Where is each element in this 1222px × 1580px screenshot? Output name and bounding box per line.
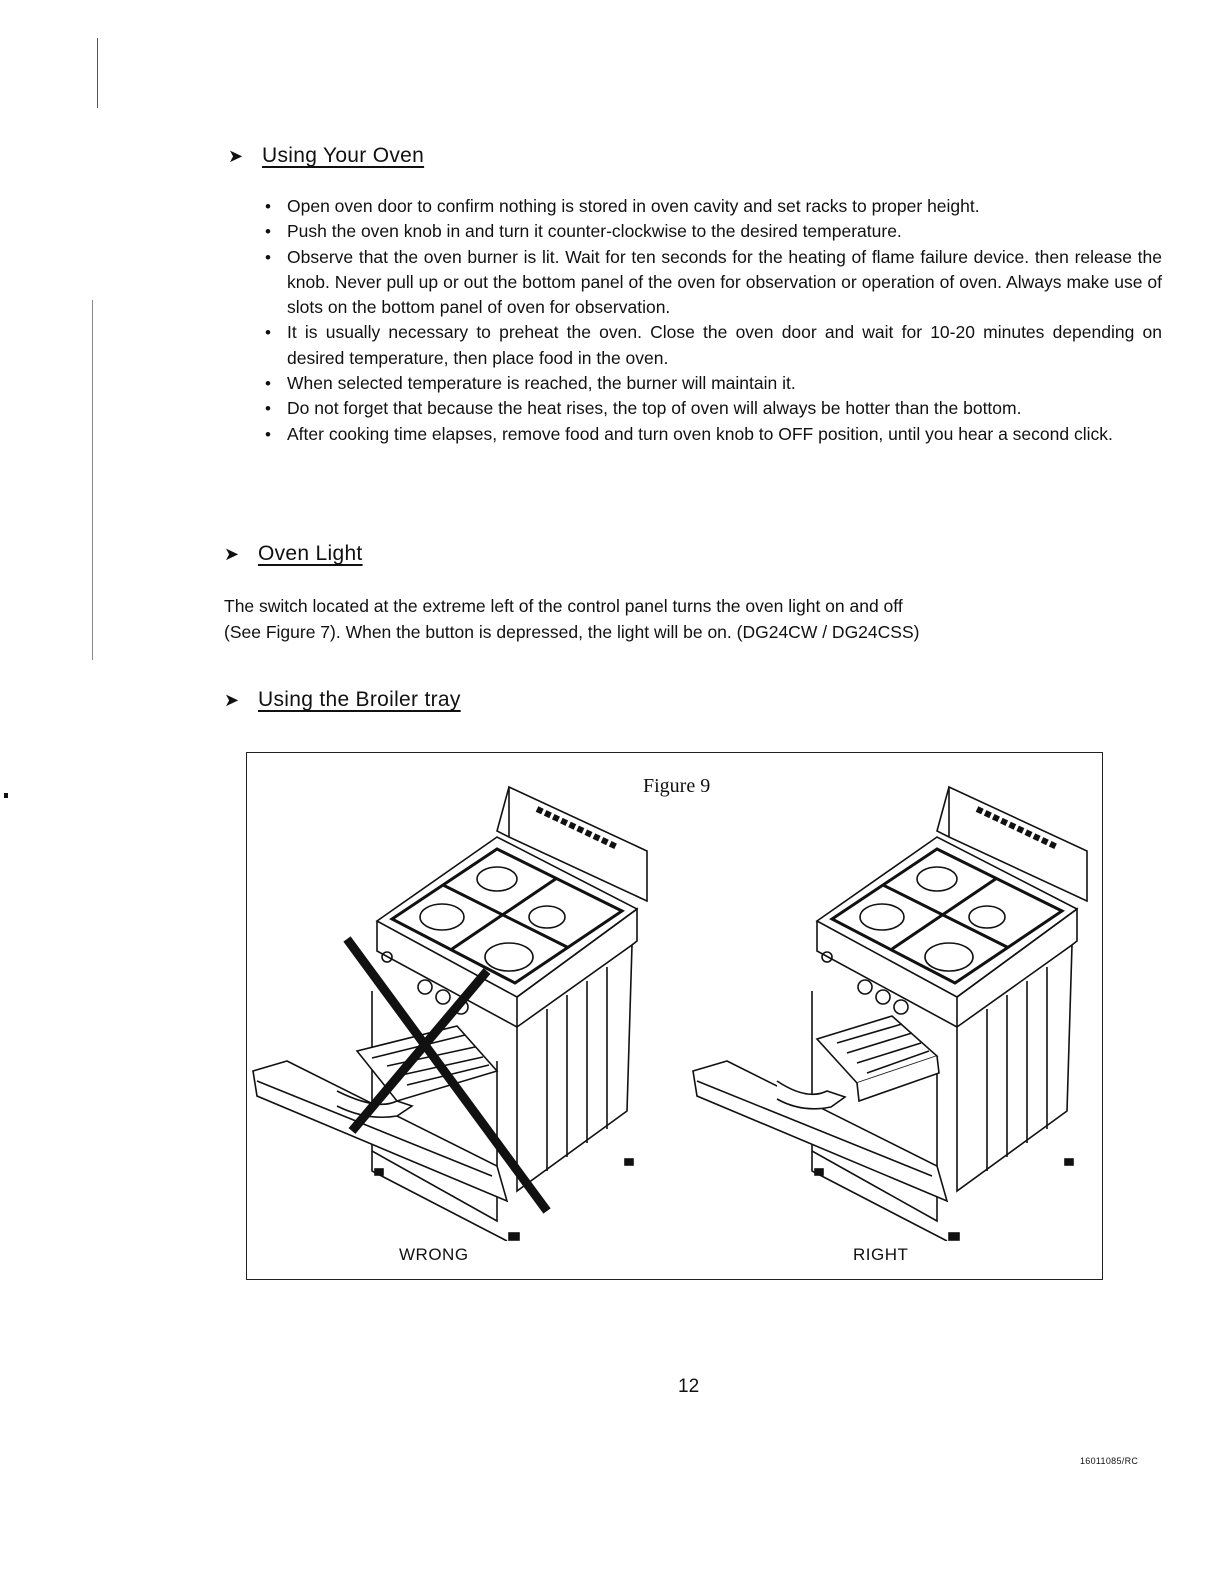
scan-margin-line <box>97 38 98 108</box>
scan-margin-line <box>92 300 93 660</box>
heading-text: Using Your Oven <box>262 144 425 167</box>
section-heading-broiler <box>224 688 461 712</box>
arrowhead-icon: ➤ <box>224 544 240 564</box>
document-code: 16011085/RC <box>1080 1456 1139 1466</box>
paragraph-line: (See Figure 7). When the button is depressed, the light will be on. (DG24CW / DG24CSS) <box>224 621 920 642</box>
list-item: • It is usually necessary to preheat the oven. Close the oven door and wait for 10-20 minutes depending on desired temperature, then place food in the oven. <box>262 320 1162 371</box>
scan-speck <box>4 793 8 798</box>
page-number: 12 <box>678 1376 700 1397</box>
caption-right: RIGHT <box>853 1245 909 1264</box>
list-item: • When selected temperature is reached, the burner will maintain it. <box>262 371 1162 396</box>
heading-text: Using the Broiler tray <box>258 688 461 711</box>
arrowhead-icon: ➤ <box>224 690 240 710</box>
list-item: • After cooking time elapses, remove food and turn oven knob to OFF position, until you hear a second click. <box>262 422 1162 447</box>
figure-title: Figure 9 <box>643 775 711 797</box>
arrowhead-icon: ➤ <box>228 146 244 166</box>
heading-text: Oven Light <box>258 542 363 565</box>
list-item: • Do not forget that because the heat rises, the top of oven will always be hotter than the bottom. <box>262 396 1162 421</box>
stove-illustration-right <box>687 771 1107 1241</box>
list-item: • Open oven door to confirm nothing is stored in oven cavity and set racks to proper height. <box>262 194 1162 219</box>
list-item: • Observe that the oven burner is lit. Wait for ten seconds for the heating of flame failure device. then release the knob. Never pull up or out the bottom panel of the oven for observation or operation of oven. Always make use of slots on the bottom panel of oven for observation. <box>262 245 1162 321</box>
figure-9 <box>246 752 1103 1280</box>
oven-usage-list <box>262 194 1162 447</box>
section-heading-oven-light <box>224 542 363 566</box>
paragraph-line: The switch located at the extreme left of the control panel turns the oven light on and off <box>224 596 903 616</box>
caption-wrong: WRONG <box>399 1245 469 1264</box>
oven-light-paragraph <box>224 594 1124 645</box>
section-heading-using-oven <box>228 144 424 168</box>
list-item: • Push the oven knob in and turn it counter-clockwise to the desired temperature. <box>262 219 1162 244</box>
stove-illustration-wrong <box>247 771 667 1241</box>
